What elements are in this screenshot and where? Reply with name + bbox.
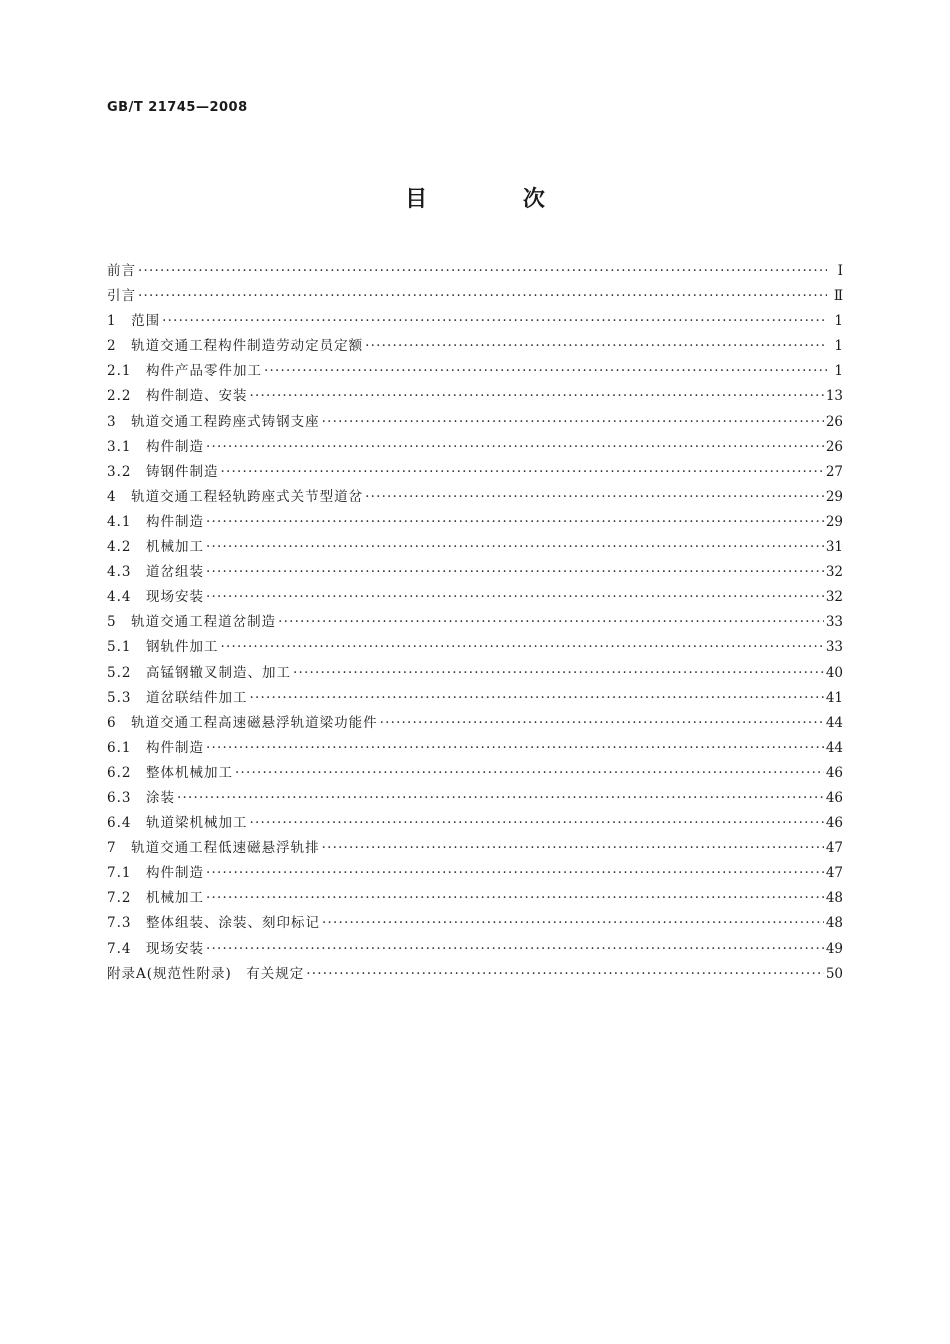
toc-entry[interactable]	[107, 911, 843, 936]
toc-entry-page: 46	[825, 789, 843, 806]
toc-entry[interactable]	[107, 585, 843, 610]
toc-entry-label: 7 轨道交通工程低速磁悬浮轨排	[107, 840, 320, 857]
toc-entry[interactable]	[107, 836, 843, 861]
toc-entry-page: 26	[825, 413, 843, 430]
toc-entry-label: 5.1 钢轨件加工	[107, 639, 219, 656]
toc-entry-label: 6.1 构件制造	[107, 739, 204, 756]
toc-leader-dots	[380, 711, 824, 736]
toc-entry-page: 32	[825, 589, 843, 606]
toc-entry-page: 32	[825, 564, 843, 581]
toc-leader-dots	[306, 962, 824, 987]
toc-entry-label: 4.3 道岔组装	[107, 564, 204, 581]
toc-entry-label: 引言	[107, 288, 136, 305]
toc-entry-label: 4.2 机械加工	[107, 539, 204, 556]
toc-leader-dots	[206, 861, 824, 886]
toc-entry[interactable]	[107, 736, 843, 761]
toc-entry-label: 4.1 构件制造	[107, 513, 204, 530]
toc-leader-dots	[206, 510, 824, 535]
toc-entry-page: 44	[825, 739, 843, 756]
toc-leader-dots	[220, 635, 823, 660]
toc-leader-dots	[206, 937, 824, 962]
toc-entry-page: 31	[825, 539, 843, 556]
toc-entry-page: 33	[825, 639, 843, 656]
toc-leader-dots	[177, 786, 824, 811]
toc-entry-label: 6.2 整体机械加工	[107, 764, 233, 781]
toc-entry[interactable]	[107, 334, 843, 359]
toc-entry-label: 1 范围	[107, 313, 161, 330]
toc-entry-page: 47	[825, 865, 843, 882]
toc-entry[interactable]	[107, 410, 843, 435]
toc-entry[interactable]	[107, 259, 843, 284]
toc-entry-page: 27	[825, 463, 843, 480]
toc-leader-dots	[264, 359, 827, 384]
toc-entry[interactable]	[107, 962, 843, 987]
toc-entry[interactable]	[107, 635, 843, 660]
toc-entry-page: 44	[825, 714, 843, 731]
toc-entry[interactable]	[107, 535, 843, 560]
toc-leader-dots	[235, 761, 824, 786]
toc-entry-page: 29	[825, 513, 843, 530]
toc-entry[interactable]	[107, 460, 843, 485]
toc-leader-dots	[322, 911, 824, 936]
toc-entry-page: 1	[834, 313, 843, 330]
toc-leader-dots	[249, 811, 823, 836]
toc-entry-page: 47	[825, 840, 843, 857]
toc-leader-dots	[220, 460, 823, 485]
toc-entry-page: 33	[825, 614, 843, 631]
toc-entry-label: 7.3 整体组装、涂装、刻印标记	[107, 915, 320, 932]
toc-entry-label: 2.1 构件产品零件加工	[107, 363, 262, 380]
toc-entry[interactable]	[107, 886, 843, 911]
toc-entry-label: 6.4 轨道梁机械加工	[107, 815, 248, 832]
toc-leader-dots	[206, 585, 824, 610]
toc-leader-dots	[162, 309, 827, 334]
toc-entry[interactable]	[107, 811, 843, 836]
table-of-contents	[107, 259, 843, 987]
toc-entry-page: 13	[825, 388, 843, 405]
toc-leader-dots	[293, 661, 824, 686]
toc-entry-label: 4 轨道交通工程轻轨跨座式关节型道岔	[107, 488, 364, 505]
toc-entry[interactable]	[107, 435, 843, 460]
toc-entry[interactable]	[107, 761, 843, 786]
toc-entry[interactable]	[107, 309, 843, 334]
toc-entry-label: 7.2 机械加工	[107, 890, 204, 907]
toc-entry-label: 3.1 构件制造	[107, 438, 204, 455]
toc-leader-dots	[206, 435, 824, 460]
toc-entry-label: 5 轨道交通工程道岔制造	[107, 614, 277, 631]
toc-entry-page: 1	[834, 338, 843, 355]
toc-entry[interactable]	[107, 861, 843, 886]
toc-entry-page: 49	[825, 940, 843, 957]
toc-entry-page: 46	[825, 815, 843, 832]
toc-leader-dots	[206, 886, 824, 911]
toc-entry-page: 48	[825, 890, 843, 907]
toc-entry-page: 26	[825, 438, 843, 455]
toc-entry-page: 1	[834, 363, 843, 380]
toc-entry-label: 6 轨道交通工程高速磁悬浮轨道梁功能件	[107, 714, 378, 731]
toc-entry[interactable]	[107, 485, 843, 510]
toc-leader-dots	[206, 736, 824, 761]
toc-entry-page: 40	[825, 664, 843, 681]
toc-leader-dots	[365, 334, 827, 359]
toc-entry[interactable]	[107, 284, 843, 309]
toc-entry[interactable]	[107, 786, 843, 811]
toc-entry-label: 4.4 现场安装	[107, 589, 204, 606]
toc-leader-dots	[365, 485, 824, 510]
toc-entry[interactable]	[107, 610, 843, 635]
toc-entry-label: 5.3 道岔联结件加工	[107, 689, 248, 706]
toc-entry[interactable]	[107, 937, 843, 962]
toc-entry-label: 3.2 铸钢件制造	[107, 463, 219, 480]
toc-leader-dots	[278, 610, 824, 635]
toc-entry[interactable]	[107, 686, 843, 711]
toc-entry-page: Ⅱ	[833, 288, 843, 305]
toc-entry-label: 2 轨道交通工程构件制造劳动定员定额	[107, 338, 364, 355]
toc-entry-label: 7.1 构件制造	[107, 865, 204, 882]
toc-leader-dots	[249, 686, 823, 711]
toc-entry-label: 5.2 高锰钢辙叉制造、加工	[107, 664, 291, 681]
toc-entry-page: 29	[825, 488, 843, 505]
toc-entry[interactable]	[107, 711, 843, 736]
toc-entry[interactable]	[107, 384, 843, 409]
toc-entry-page: 46	[825, 764, 843, 781]
toc-entry[interactable]	[107, 510, 843, 535]
page-title: 目 次	[405, 187, 589, 212]
toc-entry-page: 41	[825, 689, 843, 706]
toc-entry-label: 附录A(规范性附录) 有关规定	[107, 965, 305, 982]
toc-entry[interactable]	[107, 359, 843, 384]
toc-entry-page: Ⅰ	[837, 263, 843, 279]
toc-entry[interactable]	[107, 560, 843, 585]
toc-entry-label: 3 轨道交通工程跨座式铸钢支座	[107, 413, 320, 430]
toc-entry-label: 7.4 现场安装	[107, 940, 204, 957]
toc-entry-page: 48	[825, 915, 843, 932]
toc-leader-dots	[322, 410, 824, 435]
toc-entry[interactable]	[107, 661, 843, 686]
toc-leader-dots	[206, 535, 824, 560]
document-code: GB/T 21745—2008	[107, 100, 248, 115]
toc-entry-label: 6.3 涂装	[107, 789, 175, 806]
toc-leader-dots	[206, 560, 824, 585]
toc-leader-dots	[138, 259, 827, 284]
toc-leader-dots	[249, 384, 823, 409]
toc-entry-page: 50	[825, 965, 843, 982]
toc-entry-label: 前言	[107, 263, 136, 279]
toc-entry-label: 2.2 构件制造、安装	[107, 388, 248, 405]
toc-leader-dots	[138, 284, 827, 309]
toc-leader-dots	[322, 836, 824, 861]
